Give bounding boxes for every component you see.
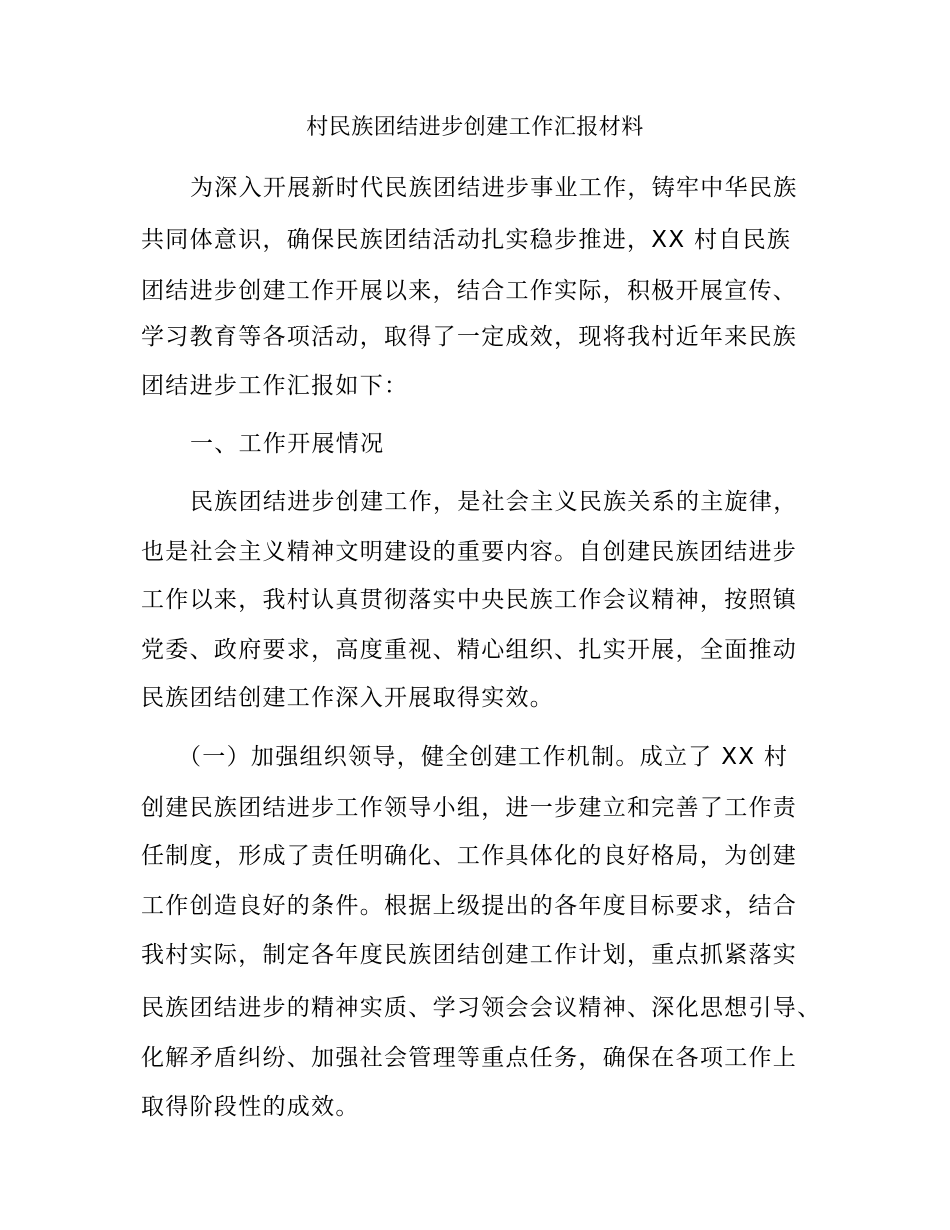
paragraph-line: 我村实际，制定各年度民族团结创建工作计划，重点抓紧落实	[141, 942, 798, 968]
paragraph-line: 工作创造良好的条件。根据上级提出的各年度目标要求，结合	[141, 893, 798, 919]
section-heading: 一、工作开展情况	[190, 431, 385, 457]
paragraph-line: 民族团结创建工作深入开展取得实效。	[141, 685, 555, 711]
paragraph-line: 化解矛盾纠纷、加强社会管理等重点任务，确保在各项工作上	[141, 1045, 798, 1071]
paragraph-line: 取得阶段性的成效。	[141, 1094, 360, 1120]
paragraph-line: 党委、政府要求，高度重视、精心组织、扎实开展，全面推动	[141, 637, 798, 663]
paragraph-line: 创建民族团结进步工作领导小组，进一步建立和完善了工作责	[141, 795, 798, 821]
paragraph-line: 共同体意识，确保民族团结活动扎实稳步推进，XX 村自民族	[141, 227, 792, 253]
paragraph-line: 工作以来，我村认真贯彻落实中央民族工作会议精神，按照镇	[141, 587, 798, 613]
paragraph-line: 民族团结进步创建工作，是社会主义民族关系的主旋律，	[190, 489, 798, 515]
paragraph-line: 团结进步创建工作开展以来，结合工作实际，积极开展宣传、	[141, 278, 798, 304]
document-title: 村民族团结进步创建工作汇报材料	[306, 115, 644, 140]
paragraph-line: 为深入开展新时代民族团结进步事业工作，铸牢中华民族	[190, 175, 798, 201]
subsection-line: （一）加强组织领导，健全创建工作机制。成立了 XX 村	[178, 744, 789, 770]
paragraph-line: 团结进步工作汇报如下：	[141, 373, 409, 399]
paragraph-line: 任制度，形成了责任明确化、工作具体化的良好格局，为创建	[141, 843, 798, 869]
paragraph-line: 民族团结进步的精神实质、学习领会会议精神、深化思想引导、	[141, 995, 822, 1021]
paragraph-line: 也是社会主义精神文明建设的重要内容。自创建民族团结进步	[141, 539, 798, 565]
paragraph-line: 学习教育等各项活动，取得了一定成效，现将我村近年来民族	[141, 324, 798, 350]
